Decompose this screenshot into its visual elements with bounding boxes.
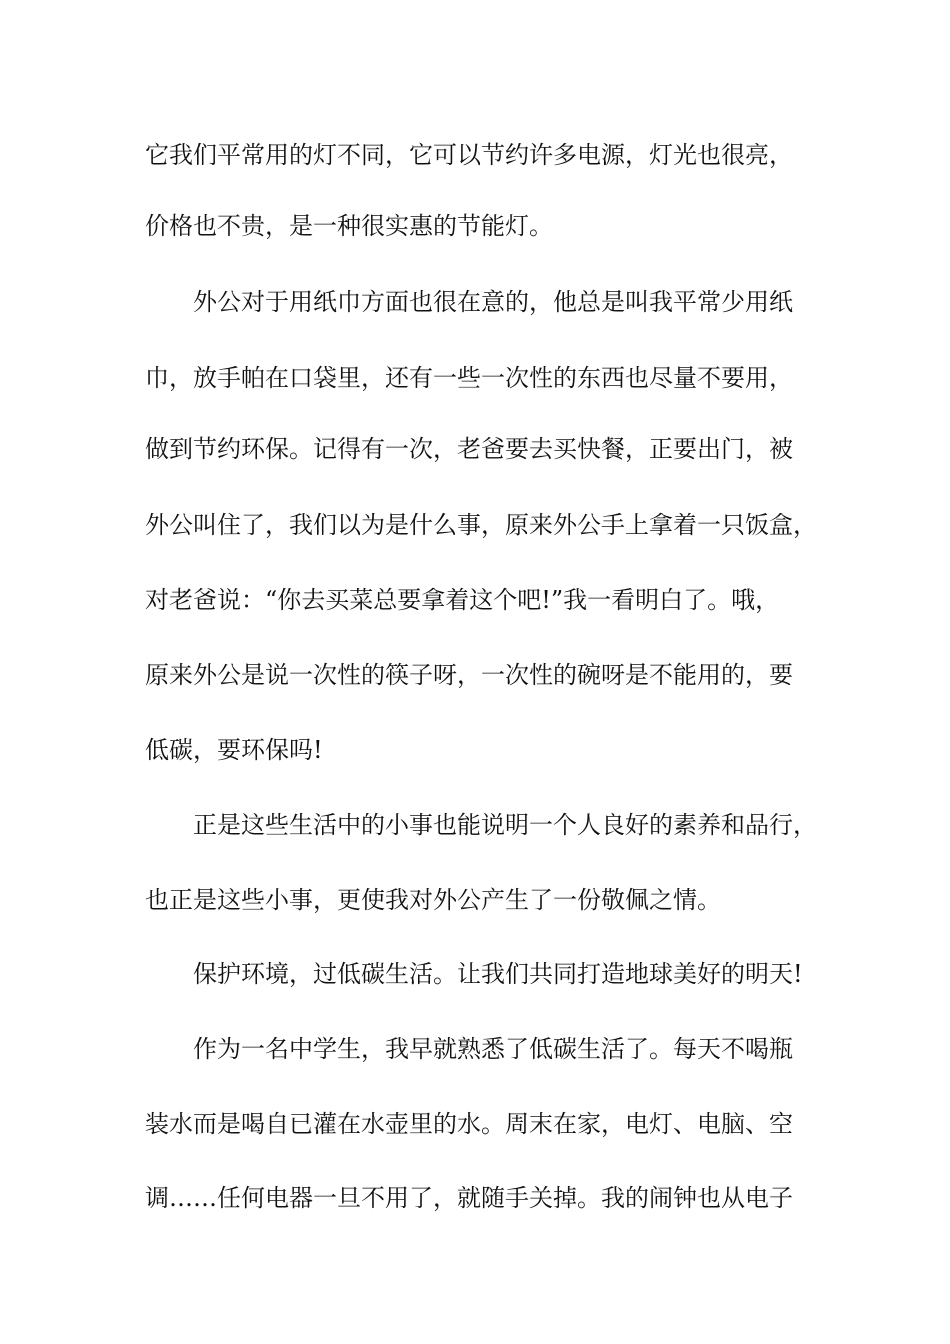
text-line: 巾，放手帕在口袋里，还有一些一次性的东西也尽量不要用， <box>145 364 793 392</box>
text-line: 原来外公是说一次性的筷子呀，一次性的碗呀是不能用的，要 <box>145 661 793 689</box>
paragraph-start: 作为一名中学生，我早就熟悉了低碳生活了。每天不喝瓶 <box>193 1035 793 1063</box>
paragraph-start: 正是这些生活中的小事也能说明一个人良好的素养和品行， <box>193 811 817 839</box>
text-line: 它我们平常用的灯不同，它可以节约许多电源，灯光也很亮， <box>145 141 793 169</box>
text-line: 价格也不贵，是一种很实惠的节能灯。 <box>145 212 553 240</box>
text-line: 也正是这些小事，更使我对外公产生了一份敬佩之情。 <box>145 886 721 914</box>
text-line: 装水而是喝自已灌在水壶里的水。周末在家，电灯、电脑、空 <box>145 1110 793 1138</box>
text-line: 低碳，要环保吗! <box>145 736 323 764</box>
text-line: 做到节约环保。记得有一次，老爸要去买快餐，正要出门，被 <box>145 435 793 463</box>
paragraph-start: 保护环境，过低碳生活。让我们共同打造地球美好的明天! <box>193 960 803 988</box>
text-line: 对老爸说：“你去买菜总要拿着这个吧!”我一看明白了。哦， <box>145 586 780 614</box>
text-line: 外公叫住了，我们以为是什么事，原来外公手上拿着一只饭盒， <box>145 511 817 539</box>
paragraph-start: 外公对于用纸巾方面也很在意的，他总是叫我平常少用纸 <box>193 288 793 316</box>
text-line: 调……任何电器一旦不用了，就随手关掉。我的闹钟也从电子 <box>145 1184 793 1212</box>
